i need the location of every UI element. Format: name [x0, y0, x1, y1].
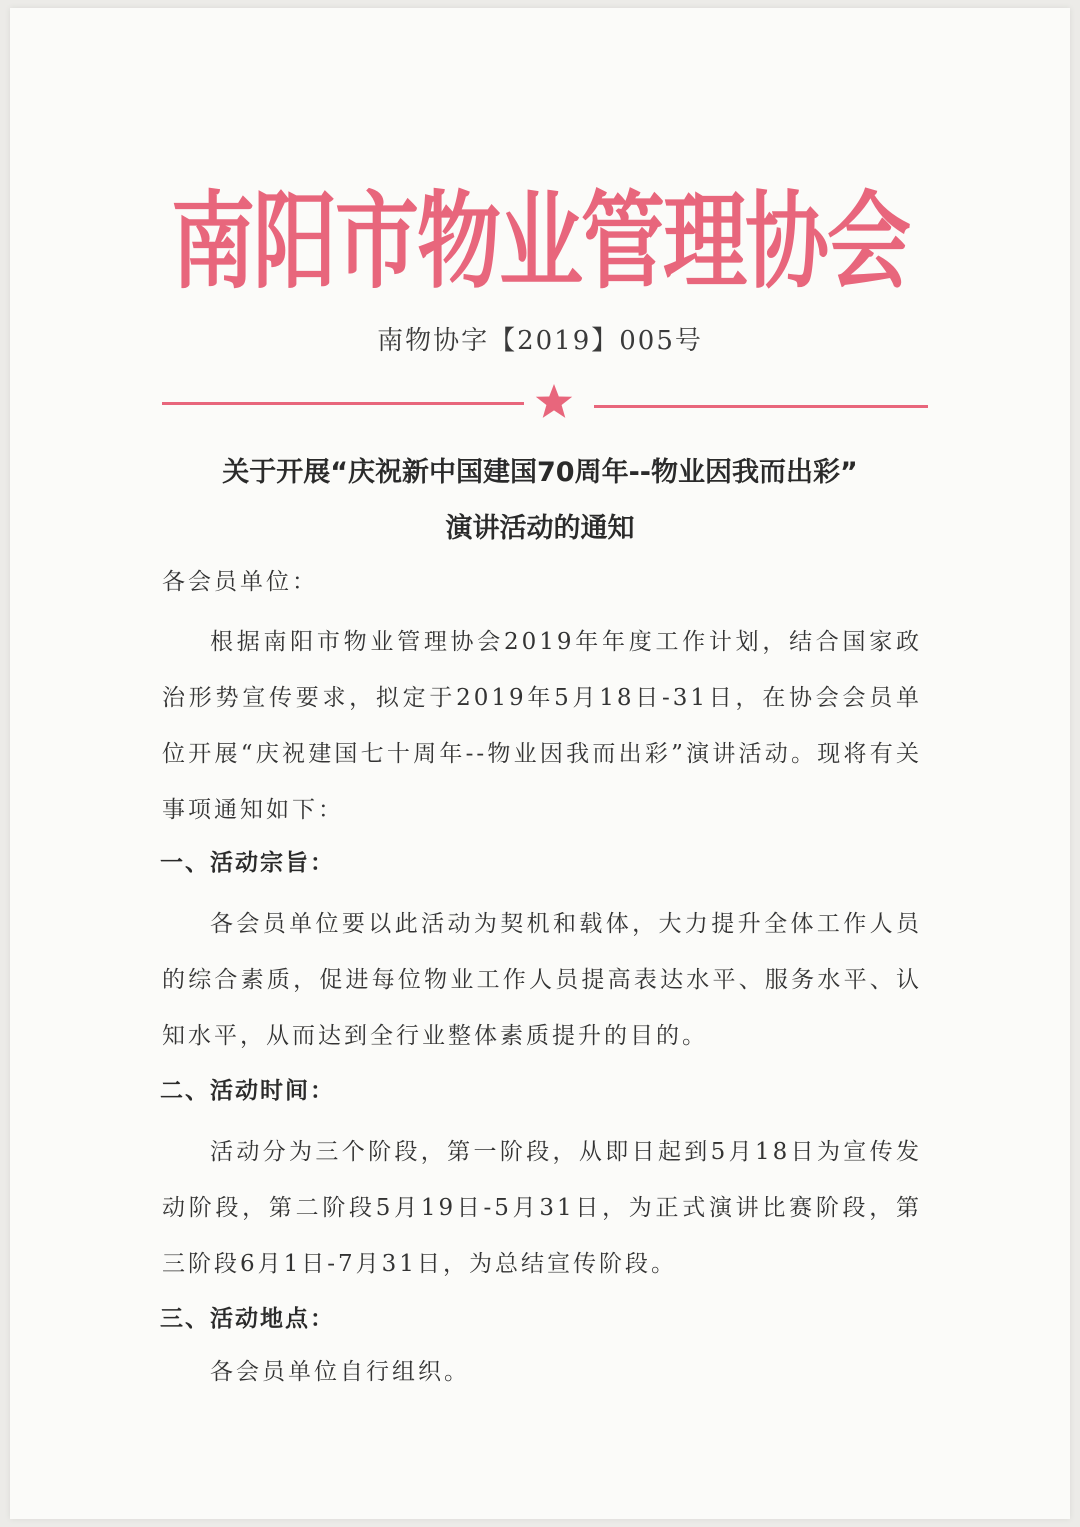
- salutation: 各会员单位：: [162, 569, 318, 595]
- notice-title-line-1: 关于开展“庆祝新中国建国70周年--物业因我而出彩”: [222, 457, 858, 488]
- red-rule-left: [162, 402, 524, 405]
- document-number: 南物协字【2019】005号: [377, 326, 703, 356]
- section-heading-time: 二、活动时间：: [160, 1078, 335, 1104]
- star-icon: [532, 380, 576, 424]
- section-text-location: 各会员单位自行组织。: [210, 1359, 470, 1385]
- section-heading-purpose: 一、活动宗旨：: [160, 850, 335, 876]
- section-text-time: 活动分为三个阶段，第一阶段，从即日起到5月18日为宣传发动阶段，第二阶段5月19日-5月31日，为正式演讲比赛阶段，第三阶段6月1日-7月31日，为总结宣传阶段。: [162, 1139, 922, 1277]
- red-rule-right: [594, 405, 928, 408]
- organization-letterhead: 南阳市物业管理协会: [170, 180, 909, 303]
- document-page: [10, 8, 1070, 1519]
- section-heading-location: 三、活动地点：: [160, 1306, 335, 1332]
- intro-paragraph: 根据南阳市物业管理协会2019年年度工作计划，结合国家政治形势宣传要求，拟定于2019年5月18日-31日，在协会会员单位开展“庆祝建国七十周年--物业因我而出彩”演讲活动。现将有关事项通知如下：: [162, 629, 922, 823]
- section-text-purpose: 各会员单位要以此活动为契机和载体，大力提升全体工作人员的综合素质，促进每位物业工作人员提高表达水平、服务水平、认知水平，从而达到全行业整体素质提升的目的。: [162, 911, 922, 1049]
- notice-title-line-2: 演讲活动的通知: [445, 513, 635, 544]
